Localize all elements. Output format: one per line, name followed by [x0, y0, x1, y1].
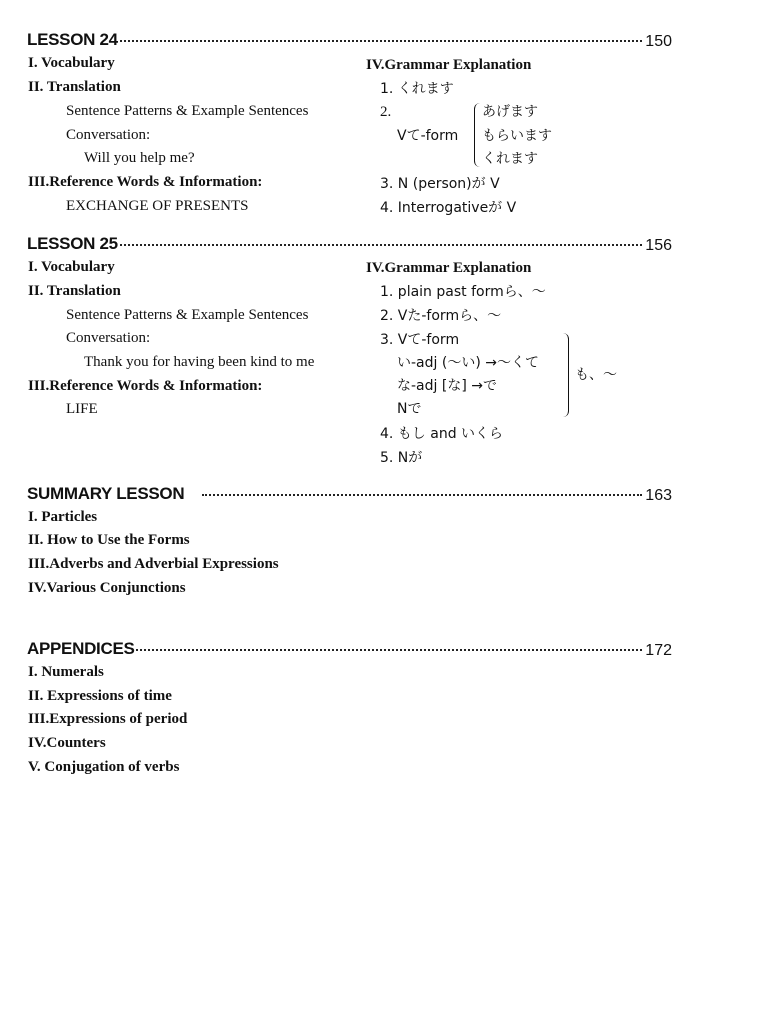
grammar-item: 4. もし and いくら: [380, 426, 504, 442]
lesson-25-heading[interactable]: [27, 232, 672, 256]
toc-subitem: LIFE: [66, 401, 98, 417]
brace: [560, 333, 569, 417]
leader-dots: [202, 494, 642, 496]
grammar-item: Nで: [397, 401, 422, 417]
toc-item: I. Vocabulary: [28, 259, 115, 275]
leader-dots: [27, 244, 642, 246]
lesson-title: LESSON 25: [27, 234, 118, 253]
lesson-title: APPENDICES: [27, 639, 135, 658]
lesson-title: SUMMARY LESSON: [27, 484, 185, 503]
grammar-item: くれます: [482, 151, 538, 167]
grammar-item: な-adj [な] →で: [397, 378, 497, 394]
page-number: 150: [645, 33, 672, 50]
toc-subitem: Thank you for having been kind to me: [84, 354, 315, 370]
page-number: 172: [645, 642, 672, 659]
toc-item: II. How to Use the Forms: [28, 532, 190, 548]
grammar-item: 2.: [380, 104, 392, 120]
toc-subitem: Conversation:: [66, 330, 151, 346]
grammar-item: 3. Vて-form: [380, 332, 460, 348]
toc-item: IV.Grammar Explanation: [366, 57, 532, 73]
grammar-item: 3. N (person)が V: [380, 176, 500, 192]
grammar-item: い-adj (～い) →～くて: [397, 355, 539, 371]
grammar-item: 1. plain past formら、～: [380, 284, 546, 300]
toc-item: II. Translation: [28, 283, 121, 299]
lesson-24-heading[interactable]: [27, 28, 672, 52]
grammar-item: も、～: [575, 367, 617, 383]
toc-item: IV.Counters: [28, 735, 106, 751]
toc-item: III.Adverbs and Adverbial Expressions: [28, 556, 279, 572]
toc-item: I. Numerals: [28, 664, 104, 680]
grammar-item: あげます: [482, 104, 538, 120]
toc-subitem: Sentence Patterns & Example Sentences: [66, 103, 309, 119]
toc-item: II. Expressions of time: [28, 688, 172, 704]
summary-lesson-heading[interactable]: [27, 482, 672, 506]
grammar-item: 2. Vた-formら、～: [380, 308, 502, 324]
page-number: 163: [645, 487, 672, 504]
toc-item: I. Particles: [28, 509, 98, 525]
grammar-item: 4. Interrogativeが V: [380, 200, 517, 216]
toc-item: I. Vocabulary: [28, 55, 115, 71]
appendices-heading[interactable]: [27, 637, 672, 661]
page-number: 156: [645, 237, 672, 254]
toc-item: III.Expressions of period: [28, 711, 188, 727]
grammar-item: もらいます: [482, 128, 552, 144]
grammar-item: 5. Nが: [380, 450, 423, 466]
toc-subitem: Sentence Patterns & Example Sentences: [66, 307, 309, 323]
toc-item: IV.Grammar Explanation: [366, 260, 532, 276]
toc-item: V. Conjugation of verbs: [28, 759, 180, 775]
toc-subitem: Conversation:: [66, 127, 151, 143]
grammar-item: Vて-form: [397, 128, 459, 144]
toc-subitem: Will you help me?: [84, 150, 195, 166]
toc-item: II. Translation: [28, 79, 121, 95]
toc-subitem: EXCHANGE OF PRESENTS: [66, 198, 249, 214]
leader-dots: [27, 40, 642, 42]
lesson-title: LESSON 24: [27, 30, 118, 49]
toc-item: III.Reference Words & Information:: [28, 378, 263, 394]
grammar-item: 1. くれます: [380, 81, 454, 97]
toc-item: III.Reference Words & Information:: [28, 174, 263, 190]
toc-item: IV.Various Conjunctions: [28, 580, 186, 596]
